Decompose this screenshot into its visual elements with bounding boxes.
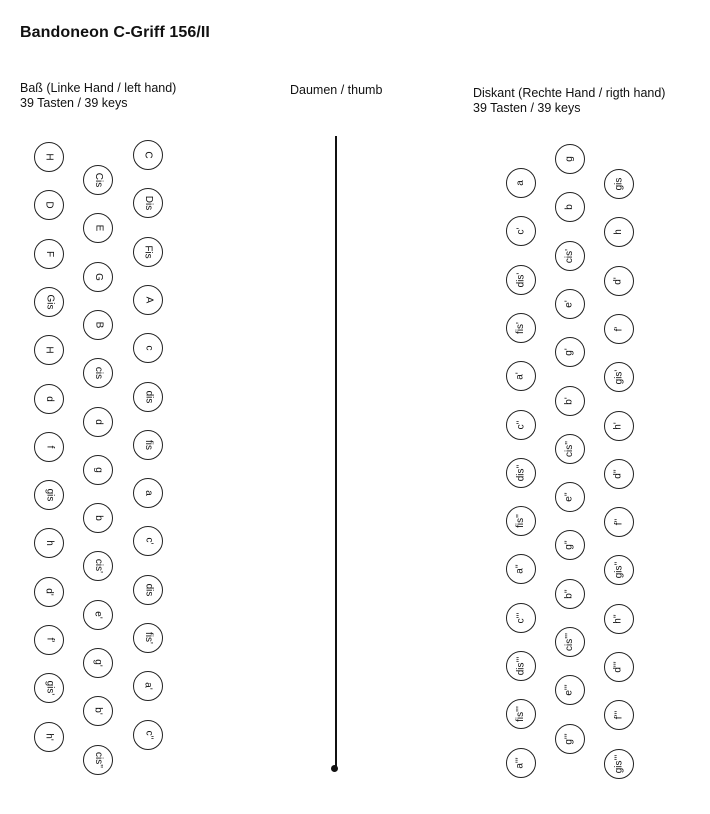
bass-key-label: h: [44, 540, 55, 547]
treble-header: [473, 86, 665, 116]
treble-key-label: dis': [514, 272, 526, 287]
bass-key[interactable]: [34, 577, 64, 607]
treble-key-label: d''': [612, 661, 624, 673]
treble-key-label: c''': [514, 612, 526, 624]
bass-key[interactable]: [34, 384, 64, 414]
bass-key-label: f: [44, 445, 55, 449]
bass-label: Baß (Linke Hand / left hand): [20, 81, 177, 95]
treble-key-label: cis''': [563, 633, 575, 651]
treble-key-label: fis'': [514, 514, 526, 529]
treble-key-label: a'': [514, 564, 526, 575]
treble-key[interactable]: [555, 386, 585, 416]
treble-key[interactable]: [604, 700, 634, 730]
page-title: Bandoneon C-Griff 156/II: [20, 24, 210, 41]
bass-key[interactable]: [34, 480, 64, 510]
bass-key-label: d: [44, 395, 55, 402]
bass-key-label: H: [43, 153, 55, 161]
treble-key[interactable]: [555, 241, 585, 271]
treble-key-label: h: [613, 229, 624, 236]
treble-key[interactable]: [506, 458, 536, 488]
bass-key[interactable]: [83, 696, 113, 726]
bass-key-label: C: [142, 151, 154, 159]
treble-key-label: g'': [563, 540, 575, 551]
bass-key[interactable]: [34, 673, 64, 703]
bass-key[interactable]: [83, 165, 113, 195]
bass-key[interactable]: [83, 600, 113, 630]
bass-key[interactable]: [83, 551, 113, 581]
treble-key-label: h': [612, 421, 624, 430]
bass-key[interactable]: [34, 528, 64, 558]
bass-key-label: c: [143, 345, 154, 351]
treble-key-label: cis'': [563, 440, 575, 457]
treble-key[interactable]: [604, 217, 634, 247]
treble-key-label: e'': [563, 492, 575, 502]
bass-key[interactable]: [83, 648, 113, 678]
treble-key[interactable]: [555, 144, 585, 174]
bass-key-label: H: [43, 346, 55, 354]
bass-key[interactable]: [83, 745, 113, 775]
bass-key-label: h': [43, 732, 55, 741]
treble-key[interactable]: [555, 289, 585, 319]
bass-key-label: gis': [43, 680, 55, 696]
bass-key-label: Fis: [143, 244, 154, 259]
bass-key[interactable]: [83, 503, 113, 533]
treble-key[interactable]: [506, 361, 536, 391]
treble-key-label: b'': [563, 588, 575, 599]
thumb-header: [290, 83, 382, 98]
treble-key[interactable]: [506, 651, 536, 681]
bass-key-label: c': [142, 537, 154, 545]
treble-key[interactable]: [604, 507, 634, 537]
treble-key[interactable]: [555, 482, 585, 512]
bass-key-label: a': [142, 682, 154, 691]
treble-key-label: dis''': [514, 656, 526, 676]
bass-key[interactable]: [133, 140, 163, 170]
treble-key-label: cis': [563, 248, 575, 263]
treble-key[interactable]: [555, 627, 585, 657]
treble-key-label: gis': [612, 369, 624, 385]
bass-key-label: cis'': [92, 751, 104, 768]
treble-key[interactable]: [604, 604, 634, 634]
bass-key-label: Gis: [44, 294, 55, 310]
bass-key[interactable]: [133, 623, 163, 653]
treble-key[interactable]: [555, 337, 585, 367]
bass-key[interactable]: [83, 407, 113, 437]
treble-key-label: f': [613, 326, 624, 332]
treble-key[interactable]: [506, 748, 536, 778]
bass-key[interactable]: [133, 671, 163, 701]
treble-key[interactable]: [506, 265, 536, 295]
bass-key-label: g': [92, 659, 104, 667]
bass-key[interactable]: [133, 575, 163, 605]
bass-key[interactable]: [83, 213, 113, 243]
treble-key[interactable]: [604, 411, 634, 441]
treble-key-label: a: [515, 180, 526, 186]
treble-key-count: 39 Tasten / 39 keys: [473, 101, 581, 115]
treble-label: Diskant (Rechte Hand / rigth hand): [473, 86, 666, 100]
treble-key[interactable]: [604, 555, 634, 585]
treble-key-label: a''': [514, 756, 526, 769]
treble-key[interactable]: [555, 434, 585, 464]
bass-key-label: F: [43, 250, 55, 257]
treble-key[interactable]: [506, 313, 536, 343]
thumb-label: Daumen / thumb: [290, 83, 383, 97]
treble-key[interactable]: [506, 168, 536, 198]
treble-key[interactable]: [604, 652, 634, 682]
treble-key[interactable]: [604, 459, 634, 489]
bass-key-count: 39 Tasten / 39 keys: [20, 96, 128, 110]
treble-key-label: b: [564, 204, 575, 211]
treble-key[interactable]: [555, 579, 585, 609]
bass-key[interactable]: [34, 335, 64, 365]
bass-key-label: cis': [92, 559, 104, 574]
treble-key-label: g''': [563, 732, 575, 745]
bass-key[interactable]: [133, 285, 163, 315]
treble-key[interactable]: [506, 410, 536, 440]
bass-key[interactable]: [83, 310, 113, 340]
treble-key-label: a': [514, 372, 526, 380]
bass-key[interactable]: [133, 720, 163, 750]
bass-key-label: b': [92, 707, 104, 716]
bass-key-label: c'': [142, 730, 154, 740]
treble-key[interactable]: [506, 603, 536, 633]
treble-key-label: e': [563, 300, 575, 308]
treble-key-label: f'': [612, 518, 624, 526]
bass-key[interactable]: [34, 239, 64, 269]
treble-key[interactable]: [555, 530, 585, 560]
bass-key-label: dis: [142, 390, 154, 403]
bass-key-label: e': [92, 610, 104, 619]
bass-key[interactable]: [34, 432, 64, 462]
bass-key-label: Dis: [142, 196, 154, 211]
bass-key-label: d': [43, 587, 55, 596]
treble-key-label: g: [564, 156, 575, 162]
bass-key[interactable]: [133, 526, 163, 556]
bass-key[interactable]: [133, 478, 163, 508]
treble-key[interactable]: [506, 506, 536, 536]
bass-key-label: g: [93, 467, 104, 473]
treble-key-label: gis'': [612, 562, 624, 579]
bass-key[interactable]: [133, 333, 163, 363]
treble-key[interactable]: [604, 362, 634, 392]
bass-key[interactable]: [34, 625, 64, 655]
bass-key-label: cis: [92, 367, 104, 380]
treble-key-label: f''': [612, 711, 624, 720]
treble-key-label: fis': [514, 321, 526, 334]
treble-key-label: fis''': [514, 706, 526, 723]
treble-key-label: d'': [612, 469, 624, 479]
bass-key[interactable]: [133, 188, 163, 218]
bass-key-label: f': [44, 637, 55, 643]
treble-key[interactable]: [555, 724, 585, 754]
treble-key[interactable]: [555, 675, 585, 705]
treble-key-label: h'': [612, 613, 624, 624]
bass-key[interactable]: [83, 262, 113, 292]
bass-key-label: fis': [142, 632, 154, 644]
bass-key-label: A: [142, 296, 154, 304]
treble-key[interactable]: [555, 192, 585, 222]
treble-key[interactable]: [604, 266, 634, 296]
bass-key[interactable]: [34, 722, 64, 752]
treble-key-label: gis: [612, 177, 624, 191]
bass-header: [20, 81, 176, 111]
bass-key[interactable]: [83, 455, 113, 485]
thumb-divider-line: [335, 136, 337, 770]
treble-key-label: g': [563, 348, 575, 356]
treble-key-label: c'': [514, 420, 526, 429]
thumb-divider-dot: [331, 765, 338, 772]
bass-key[interactable]: [133, 237, 163, 267]
bass-key[interactable]: [34, 142, 64, 172]
bass-key[interactable]: [133, 430, 163, 460]
treble-key[interactable]: [506, 699, 536, 729]
treble-key[interactable]: [604, 169, 634, 199]
treble-key-label: gis''': [612, 754, 624, 773]
bass-key-label: d: [93, 418, 104, 425]
treble-key-label: c': [514, 227, 526, 235]
bass-key-label: b: [93, 515, 104, 521]
bass-key[interactable]: [34, 287, 64, 317]
bass-key-label: a: [143, 490, 154, 496]
bass-key-label: fis: [143, 439, 154, 450]
bass-key-label: B: [92, 321, 104, 329]
treble-key[interactable]: [506, 554, 536, 584]
bass-key-label: D: [43, 201, 55, 209]
bass-key-label: gis: [43, 488, 55, 502]
bass-key[interactable]: [83, 358, 113, 388]
treble-key-label: dis'': [514, 464, 526, 482]
bass-key[interactable]: [34, 190, 64, 220]
bass-key[interactable]: [133, 382, 163, 412]
treble-key-label: d': [612, 276, 624, 285]
treble-key-label: e''': [563, 684, 575, 696]
treble-key[interactable]: [604, 749, 634, 779]
bass-key-label: G: [93, 272, 104, 281]
treble-key[interactable]: [506, 216, 536, 246]
bass-key-label: Cis: [92, 172, 104, 188]
bass-key-label: E: [92, 224, 104, 232]
treble-key-label: b': [563, 396, 575, 405]
treble-key[interactable]: [604, 314, 634, 344]
bass-key-label: dis: [142, 583, 154, 597]
